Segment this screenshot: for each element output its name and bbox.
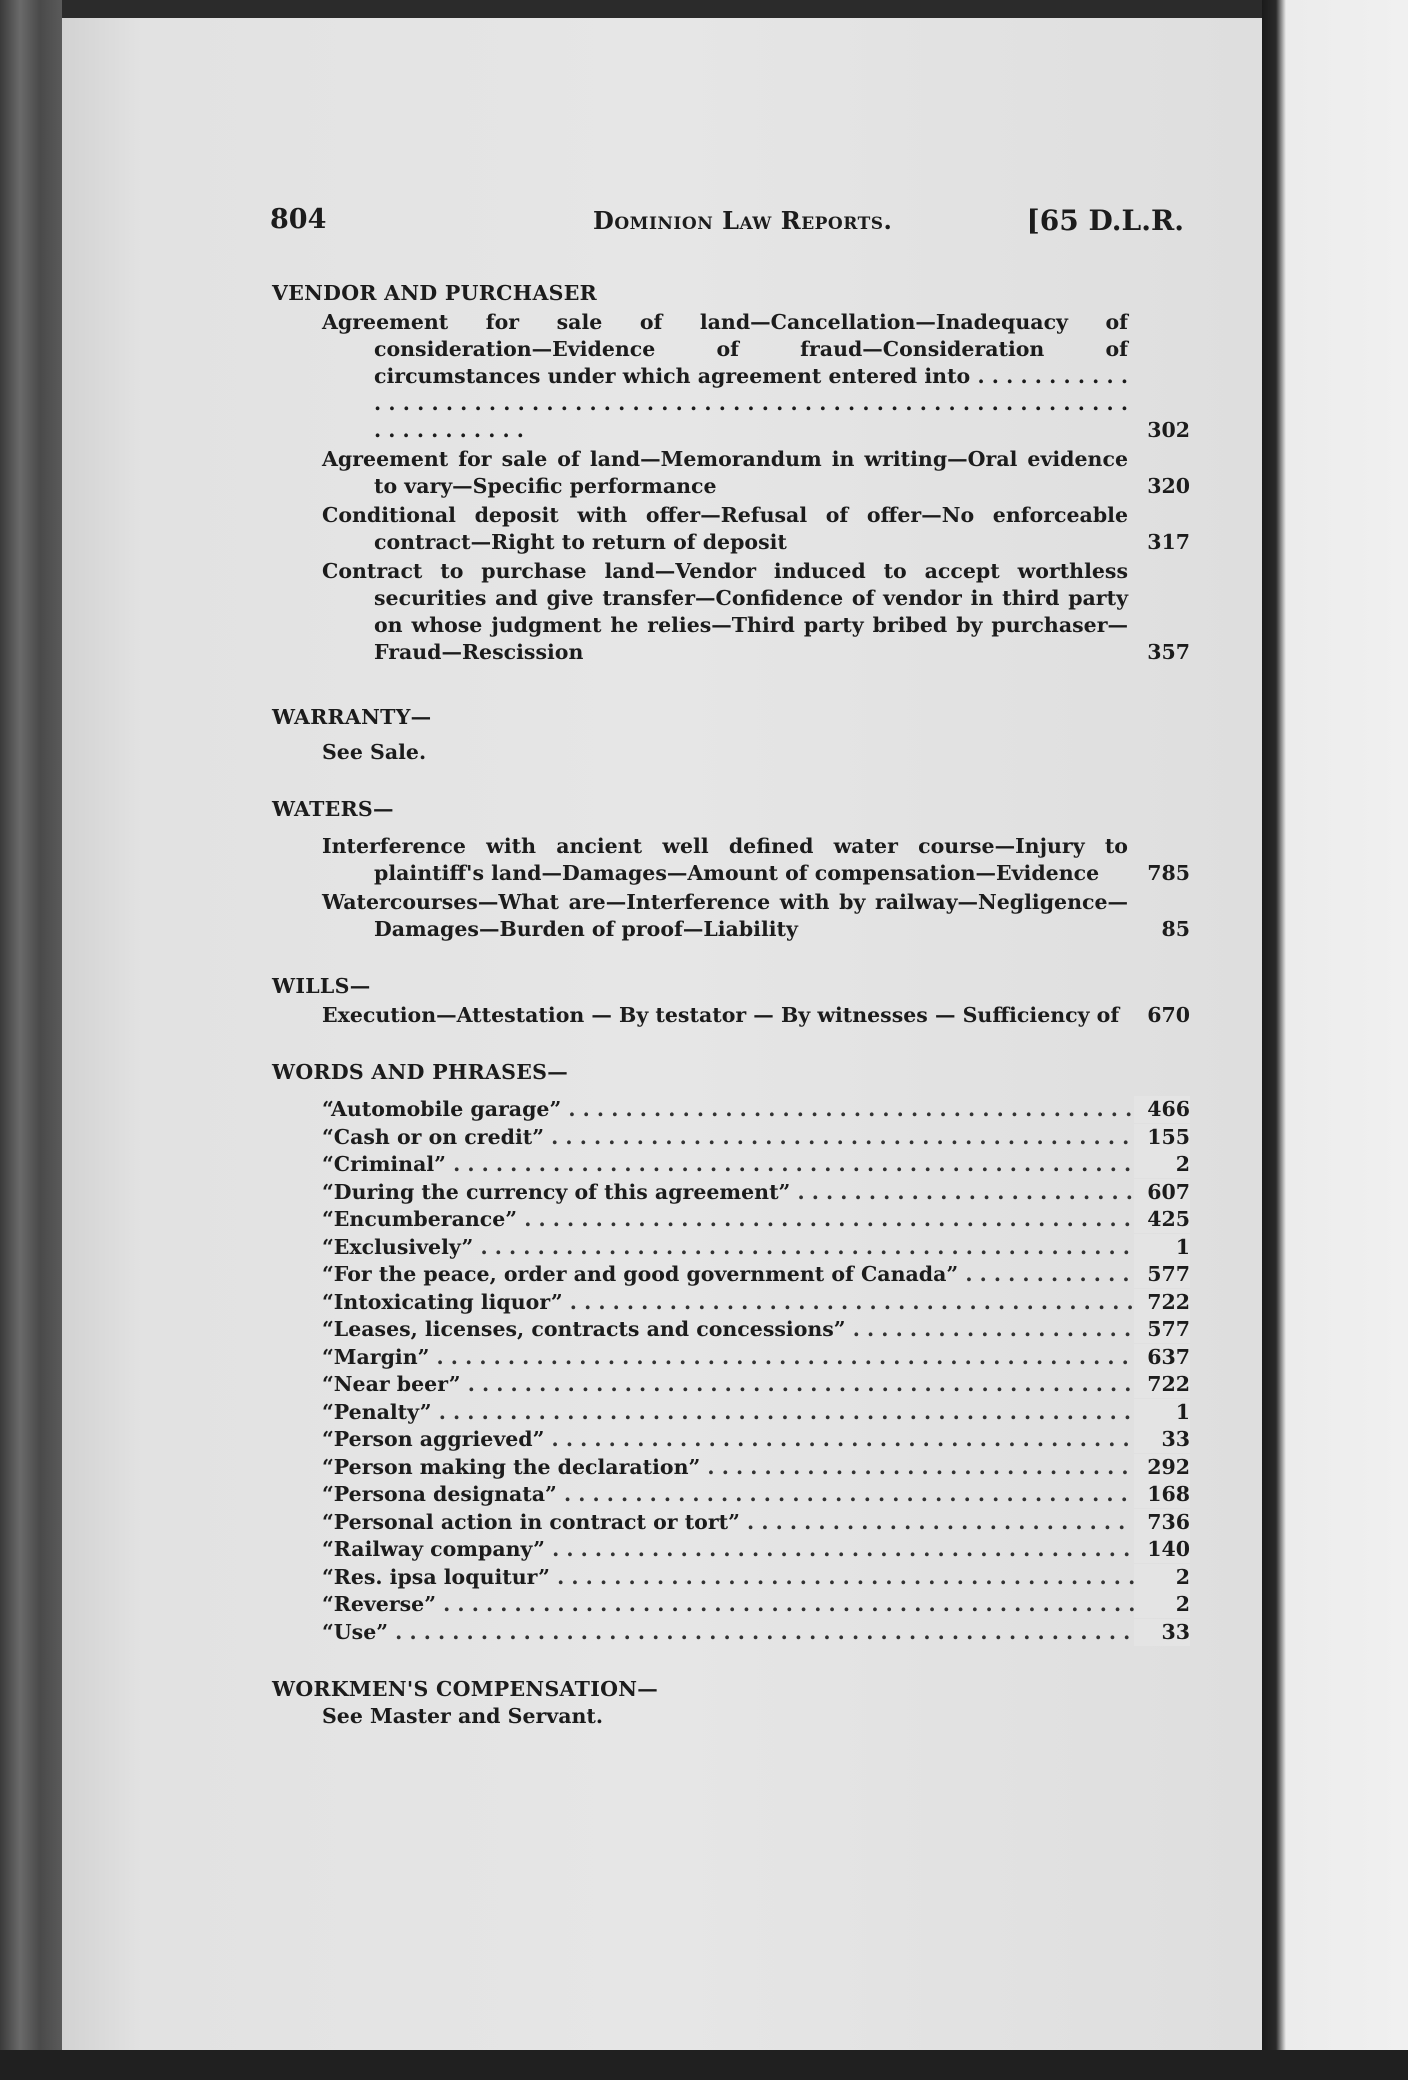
- dot-leaders: [563, 1290, 1190, 1314]
- phrase-page: 140: [1134, 1536, 1190, 1563]
- index-entry: [272, 309, 1190, 444]
- cross-reference: See Master and Servant.: [322, 1704, 604, 1728]
- phrase-page: 2: [1134, 1151, 1190, 1178]
- phrase-text: “Margin”: [322, 1344, 430, 1369]
- phrase-text: “Penalty”: [322, 1399, 432, 1424]
- phrase-entry: [272, 1124, 1190, 1152]
- section-words-and-phrases: [272, 1059, 1190, 1646]
- phrase-text: “Automobile garage”: [322, 1097, 562, 1121]
- dot-leaders: [429, 1345, 1190, 1369]
- phrase-entry: [272, 1261, 1190, 1289]
- dot-leaders: [436, 1592, 1190, 1616]
- phrase-page: 577: [1134, 1316, 1190, 1343]
- page-header: [270, 204, 1184, 250]
- phrase-page: 607: [1134, 1179, 1190, 1206]
- phrase-text: “Res. ipsa loquitur”: [322, 1564, 550, 1589]
- phrase-entry: [272, 1399, 1190, 1427]
- phrase-text: “Criminal”: [322, 1152, 446, 1176]
- phrase-page: 33: [1134, 1426, 1190, 1453]
- dot-leaders: [432, 1400, 1190, 1424]
- entry-page: 85: [1161, 917, 1190, 941]
- phrase-page: 466: [1134, 1096, 1190, 1123]
- index-entry: [272, 833, 1190, 887]
- dot-leaders: [550, 1565, 1190, 1589]
- entry-text: Interference with ancient well defined water course—Injury to plaintiff's land—Damages—Amount of compensation—Evidence: [322, 834, 1128, 885]
- section-wills: [272, 973, 1190, 1029]
- phrase-entry: [272, 1234, 1190, 1262]
- phrase-entry: [272, 1316, 1190, 1344]
- phrase-entry: [272, 1179, 1190, 1207]
- dot-leaders: [517, 1207, 1190, 1231]
- phrase-entry: [272, 1454, 1190, 1482]
- phrase-page: 722: [1134, 1371, 1190, 1398]
- dot-leaders: [544, 1125, 1190, 1149]
- phrase-text: “Person making the declaration”: [322, 1454, 701, 1479]
- phrase-list: [272, 1096, 1190, 1646]
- index-entry: [272, 446, 1190, 500]
- phrase-entry: [272, 1509, 1190, 1537]
- entry-page: 670: [1147, 1003, 1190, 1027]
- phrase-page: 637: [1134, 1344, 1190, 1371]
- entry-text: Agreement for sale of land—Memorandum in writing—Oral evidence to vary—Specific performance: [322, 447, 1128, 498]
- entry-page: 785: [1147, 861, 1190, 885]
- phrase-page: 33: [1134, 1619, 1190, 1646]
- section-waters: [272, 796, 1190, 943]
- book-page: [62, 18, 1262, 2050]
- dot-leaders: [790, 1180, 1190, 1204]
- dot-leaders: [561, 1097, 1190, 1121]
- section-heading: WARRANTY—: [272, 705, 432, 729]
- entry-text: Agreement for sale of land—Cancellation—Inadequacy of consideration—Evidence of fraud—Consideration of circumstances under which agreement entered into: [322, 310, 1128, 388]
- phrase-text: “During the currency of this agreement”: [322, 1179, 791, 1204]
- cross-reference: See Sale.: [322, 740, 427, 764]
- phrase-text: “Encumberance”: [322, 1207, 518, 1231]
- bottom-edge: [0, 2050, 1408, 2080]
- dot-leaders: [545, 1537, 1190, 1561]
- book-spine-edge: [0, 0, 62, 2080]
- phrase-page: 1: [1134, 1399, 1190, 1426]
- phrase-text: “Person aggrieved”: [322, 1427, 545, 1451]
- phrase-page: 722: [1134, 1289, 1190, 1316]
- dot-leaders: [557, 1482, 1190, 1506]
- entry-page: 317: [1147, 530, 1190, 554]
- entry-page: 320: [1147, 474, 1190, 498]
- phrase-text: “Persona designata”: [322, 1482, 557, 1506]
- phrase-text: “Exclusively”: [322, 1234, 474, 1259]
- phrase-text: “Intoxicating liquor”: [322, 1289, 563, 1314]
- volume-reference: [65 D.L.R.: [1026, 204, 1184, 237]
- phrase-entry: [272, 1564, 1190, 1592]
- phrase-entry: [272, 1096, 1190, 1124]
- section-heading: VENDOR AND PURCHASER: [272, 281, 598, 305]
- entry-text: Execution—Attestation — By testator — By witnesses — Sufficiency of: [322, 1003, 1120, 1027]
- dot-leaders: [388, 1620, 1190, 1644]
- index-entry: [272, 1002, 1190, 1029]
- index-content: [272, 280, 1190, 1760]
- phrase-page: 292: [1134, 1454, 1190, 1481]
- section-vendor-and-purchaser: [272, 280, 1190, 666]
- phrase-page: 2: [1134, 1564, 1190, 1591]
- phrase-page: 168: [1134, 1481, 1190, 1508]
- facing-page-edge: [1262, 0, 1408, 2080]
- phrase-entry: [272, 1371, 1190, 1399]
- entry-text: Conditional deposit with offer—Refusal of offer—No enforceable contract—Right to return of deposit: [322, 503, 1128, 554]
- index-entry: [272, 502, 1190, 556]
- dot-leaders: [740, 1510, 1190, 1534]
- phrase-page: 1: [1134, 1234, 1190, 1261]
- phrase-text: “Reverse”: [322, 1592, 437, 1616]
- phrase-entry: [272, 1344, 1190, 1372]
- phrase-entry: [272, 1591, 1190, 1619]
- phrase-entry: [272, 1481, 1190, 1509]
- phrase-page: 2: [1134, 1591, 1190, 1618]
- entry-page: 302: [1147, 418, 1190, 442]
- phrase-text: “Use”: [322, 1619, 389, 1644]
- phrase-text: “For the peace, order and good government of Canada”: [322, 1262, 959, 1286]
- phrase-text: “Personal action in contract or tort”: [322, 1509, 740, 1534]
- phrase-entry: [272, 1619, 1190, 1647]
- running-title: Dominion Law Reports.: [593, 206, 893, 235]
- phrase-entry: [272, 1426, 1190, 1454]
- section-heading: WATERS—: [272, 797, 394, 821]
- section-heading: WORDS AND PHRASES—: [272, 1060, 569, 1084]
- phrase-entry: [272, 1536, 1190, 1564]
- dot-leaders: [473, 1235, 1190, 1259]
- phrase-text: “Cash or on credit”: [322, 1124, 545, 1149]
- phrase-entry: [272, 1289, 1190, 1317]
- entry-page: 357: [1147, 640, 1190, 664]
- phrase-page: 577: [1134, 1261, 1190, 1288]
- section-warranty: [272, 704, 1190, 766]
- phrase-text: “Leases, licenses, contracts and concessions”: [322, 1317, 846, 1341]
- dot-leaders: [544, 1427, 1190, 1451]
- dot-leaders: [461, 1372, 1190, 1396]
- dot-leaders: [700, 1455, 1190, 1479]
- section-workmens-compensation: [272, 1676, 1190, 1730]
- entry-text: Contract to purchase land—Vendor induced to accept worthless securities and give transfer—Confidence of vendor in third party on whose judgment he relies—Third party bribed by purchaser—Fraud—Rescission: [322, 559, 1128, 664]
- phrase-page: 425: [1134, 1206, 1190, 1233]
- index-entry: [272, 558, 1190, 666]
- entry-text: Watercourses—What are—Interference with by railway—Negligence—Damages—Burden of proof—Liability: [322, 890, 1128, 941]
- phrase-entry: [272, 1206, 1190, 1234]
- section-heading: WILLS—: [272, 974, 371, 998]
- page-number: 804: [270, 204, 327, 235]
- phrase-page: 736: [1134, 1509, 1190, 1536]
- index-entry: [272, 889, 1190, 943]
- phrase-text: “Railway company”: [322, 1537, 545, 1561]
- phrase-text: “Near beer”: [322, 1372, 461, 1396]
- phrase-entry: [272, 1151, 1190, 1179]
- phrase-page: 155: [1134, 1124, 1190, 1151]
- dot-leaders: [446, 1152, 1190, 1176]
- section-heading: WORKMEN'S COMPENSATION—: [272, 1677, 659, 1701]
